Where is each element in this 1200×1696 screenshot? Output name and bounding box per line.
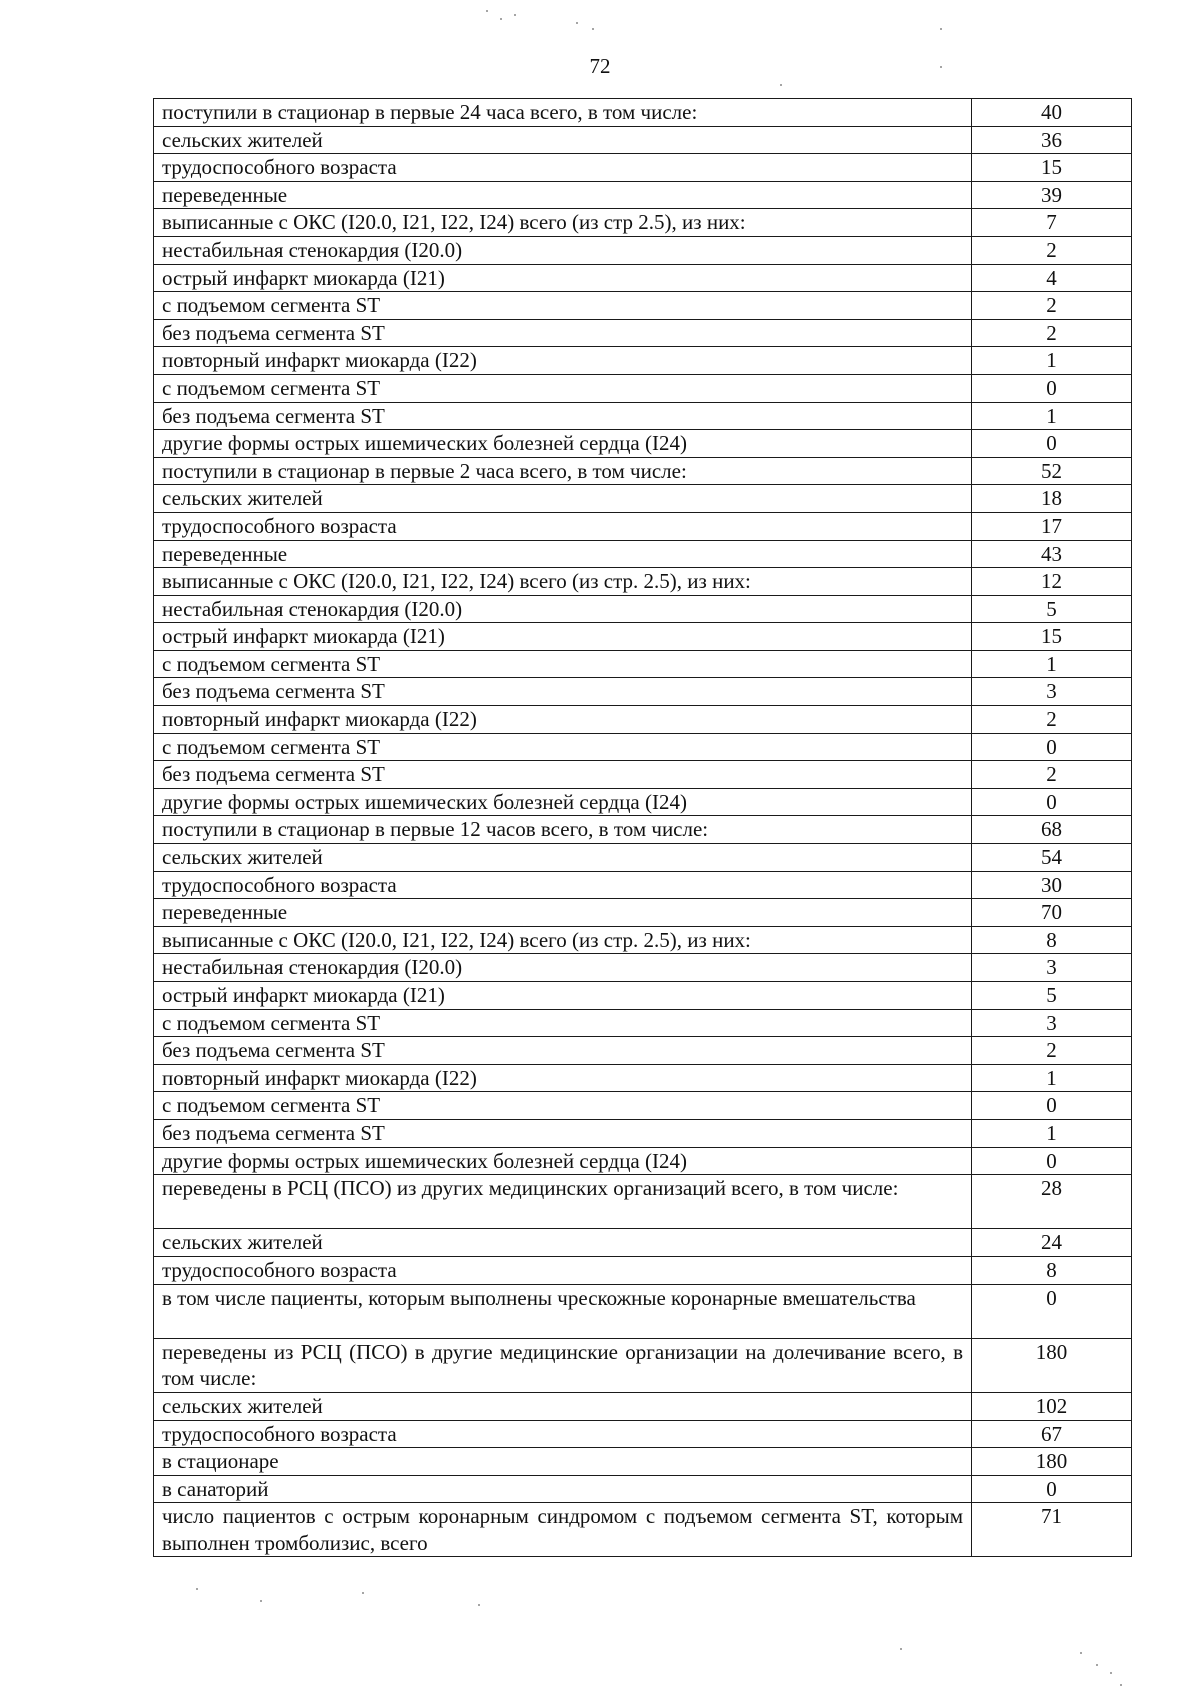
row-value: 0: [972, 1092, 1132, 1120]
table-row: [154, 1064, 1132, 1092]
row-value: 2: [972, 319, 1132, 347]
row-value: 0: [972, 1284, 1132, 1338]
row-value: 1: [972, 1119, 1132, 1147]
row-label: выписанные с ОКС (I20.0, I21, I22, I24) всего (из стр. 2.5), из них:: [154, 926, 972, 954]
row-label: нестабильная стенокардия (I20.0): [154, 236, 972, 264]
table-row: [154, 292, 1132, 320]
row-label: трудоспособного возраста: [154, 1256, 972, 1284]
row-value: 102: [972, 1392, 1132, 1420]
row-label: число пациентов с острым коронарным синдромом с подъемом сегмента ST, которым выполнен тромболизис, всего: [154, 1503, 972, 1557]
row-label: острый инфаркт миокарда (I21): [154, 623, 972, 651]
row-label: нестабильная стенокардия (I20.0): [154, 595, 972, 623]
statistics-table: [153, 98, 1132, 1557]
table-row: [154, 181, 1132, 209]
row-value: 30: [972, 871, 1132, 899]
row-label: без подъема сегмента ST: [154, 319, 972, 347]
table-row: [154, 99, 1132, 127]
row-value: 40: [972, 99, 1132, 127]
row-value: 52: [972, 457, 1132, 485]
row-label: трудоспособного возраста: [154, 154, 972, 182]
row-label: трудоспособного возраста: [154, 1420, 972, 1448]
row-value: 0: [972, 1475, 1132, 1503]
row-value: 8: [972, 926, 1132, 954]
row-label: переведены в РСЦ (ПСО) из других медицинских организаций всего, в том числе:: [154, 1175, 972, 1229]
row-label: сельских жителей: [154, 844, 972, 872]
page-number: 72: [589, 54, 611, 78]
row-label: трудоспособного возраста: [154, 871, 972, 899]
row-value: 3: [972, 954, 1132, 982]
row-label: сельских жителей: [154, 485, 972, 513]
table-row: [154, 761, 1132, 789]
table-row: [154, 485, 1132, 513]
row-value: 17: [972, 512, 1132, 540]
row-label: повторный инфаркт миокарда (I22): [154, 1064, 972, 1092]
row-value: 0: [972, 430, 1132, 458]
row-value: 0: [972, 733, 1132, 761]
row-value: 2: [972, 761, 1132, 789]
table-row: [154, 347, 1132, 375]
row-label: другие формы острых ишемических болезней сердца (I24): [154, 1147, 972, 1175]
row-label: повторный инфаркт миокарда (I22): [154, 706, 972, 734]
table-row: [154, 733, 1132, 761]
row-label: поступили в стационар в первые 2 часа всего, в том числе:: [154, 457, 972, 485]
table-row: [154, 1175, 1132, 1229]
row-label: острый инфаркт миокарда (I21): [154, 264, 972, 292]
table-row: [154, 623, 1132, 651]
table-row: [154, 650, 1132, 678]
row-label: с подъемом сегмента ST: [154, 374, 972, 402]
table-row: [154, 1147, 1132, 1175]
table-row: [154, 264, 1132, 292]
row-label: нестабильная стенокардия (I20.0): [154, 954, 972, 982]
row-label: в том числе пациенты, которым выполнены чрескожные коронарные вмешательства: [154, 1284, 972, 1338]
table-row: [154, 1475, 1132, 1503]
row-label: в санаторий: [154, 1475, 972, 1503]
row-label: в стационаре: [154, 1448, 972, 1476]
row-value: 180: [972, 1338, 1132, 1392]
table-row: [154, 126, 1132, 154]
table-row: [154, 568, 1132, 596]
table-row: [154, 1392, 1132, 1420]
table-body: [154, 99, 1132, 1557]
table-row: [154, 871, 1132, 899]
table-row: [154, 1092, 1132, 1120]
row-label: переведенные: [154, 181, 972, 209]
row-label: переведенные: [154, 540, 972, 568]
row-value: 36: [972, 126, 1132, 154]
row-label: сельских жителей: [154, 126, 972, 154]
row-label: с подъемом сегмента ST: [154, 650, 972, 678]
table-row: [154, 540, 1132, 568]
row-label: повторный инфаркт миокарда (I22): [154, 347, 972, 375]
row-label: другие формы острых ишемических болезней сердца (I24): [154, 430, 972, 458]
row-value: 0: [972, 1147, 1132, 1175]
table-row: [154, 209, 1132, 237]
table-row: [154, 1037, 1132, 1065]
table-row: [154, 319, 1132, 347]
row-value: 1: [972, 347, 1132, 375]
row-value: 4: [972, 264, 1132, 292]
table-row: [154, 1448, 1132, 1476]
row-value: 15: [972, 623, 1132, 651]
table-row: [154, 430, 1132, 458]
row-value: 5: [972, 595, 1132, 623]
table-row: [154, 457, 1132, 485]
table-row: [154, 1420, 1132, 1448]
row-value: 18: [972, 485, 1132, 513]
row-label: острый инфаркт миокарда (I21): [154, 982, 972, 1010]
row-value: 0: [972, 374, 1132, 402]
row-value: 0: [972, 788, 1132, 816]
row-label: с подъемом сегмента ST: [154, 733, 972, 761]
row-value: 28: [972, 1175, 1132, 1229]
table-row: [154, 844, 1132, 872]
row-label: сельских жителей: [154, 1229, 972, 1257]
table-row: [154, 512, 1132, 540]
row-value: 5: [972, 982, 1132, 1010]
table-row: [154, 1256, 1132, 1284]
table-row: [154, 706, 1132, 734]
table-row: [154, 402, 1132, 430]
table-row: [154, 982, 1132, 1010]
table-row: [154, 1009, 1132, 1037]
row-label: без подъема сегмента ST: [154, 1119, 972, 1147]
row-label: с подъемом сегмента ST: [154, 292, 972, 320]
row-value: 2: [972, 236, 1132, 264]
table-row: [154, 154, 1132, 182]
row-label: выписанные с ОКС (I20.0, I21, I22, I24) всего (из стр. 2.5), из них:: [154, 568, 972, 596]
row-label: другие формы острых ишемических болезней сердца (I24): [154, 788, 972, 816]
table-row: [154, 236, 1132, 264]
row-label: поступили в стационар в первые 12 часов всего, в том числе:: [154, 816, 972, 844]
row-value: 2: [972, 1037, 1132, 1065]
table-row: [154, 816, 1132, 844]
row-label: без подъема сегмента ST: [154, 402, 972, 430]
row-value: 2: [972, 292, 1132, 320]
table-row: [154, 1229, 1132, 1257]
row-label: без подъема сегмента ST: [154, 678, 972, 706]
row-value: 24: [972, 1229, 1132, 1257]
table-row: [154, 1338, 1132, 1392]
row-label: переведены из РСЦ (ПСО) в другие медицинские организации на долечивание всего, в том числе:: [154, 1338, 972, 1392]
row-value: 54: [972, 844, 1132, 872]
row-label: поступили в стационар в первые 24 часа всего, в том числе:: [154, 99, 972, 127]
row-value: 12: [972, 568, 1132, 596]
row-label: без подъема сегмента ST: [154, 761, 972, 789]
row-value: 3: [972, 1009, 1132, 1037]
row-label: с подъемом сегмента ST: [154, 1009, 972, 1037]
table-row: [154, 954, 1132, 982]
table-row: [154, 678, 1132, 706]
row-value: 1: [972, 402, 1132, 430]
table-row: [154, 1503, 1132, 1557]
row-value: 2: [972, 706, 1132, 734]
table-row: [154, 926, 1132, 954]
table-row: [154, 1284, 1132, 1338]
table-row: [154, 595, 1132, 623]
row-value: 39: [972, 181, 1132, 209]
row-value: 43: [972, 540, 1132, 568]
row-value: 1: [972, 1064, 1132, 1092]
row-value: 70: [972, 899, 1132, 927]
row-value: 68: [972, 816, 1132, 844]
row-value: 3: [972, 678, 1132, 706]
row-value: 8: [972, 1256, 1132, 1284]
table-row: [154, 1119, 1132, 1147]
row-label: с подъемом сегмента ST: [154, 1092, 972, 1120]
table-row: [154, 374, 1132, 402]
row-label: трудоспособного возраста: [154, 512, 972, 540]
row-value: 7: [972, 209, 1132, 237]
row-value: 67: [972, 1420, 1132, 1448]
row-value: 180: [972, 1448, 1132, 1476]
row-label: сельских жителей: [154, 1392, 972, 1420]
table-row: [154, 788, 1132, 816]
row-value: 1: [972, 650, 1132, 678]
row-label: переведенные: [154, 899, 972, 927]
table-row: [154, 899, 1132, 927]
row-value: 15: [972, 154, 1132, 182]
row-label: выписанные с ОКС (I20.0, I21, I22, I24) всего (из стр 2.5), из них:: [154, 209, 972, 237]
row-value: 71: [972, 1503, 1132, 1557]
row-label: без подъема сегмента ST: [154, 1037, 972, 1065]
